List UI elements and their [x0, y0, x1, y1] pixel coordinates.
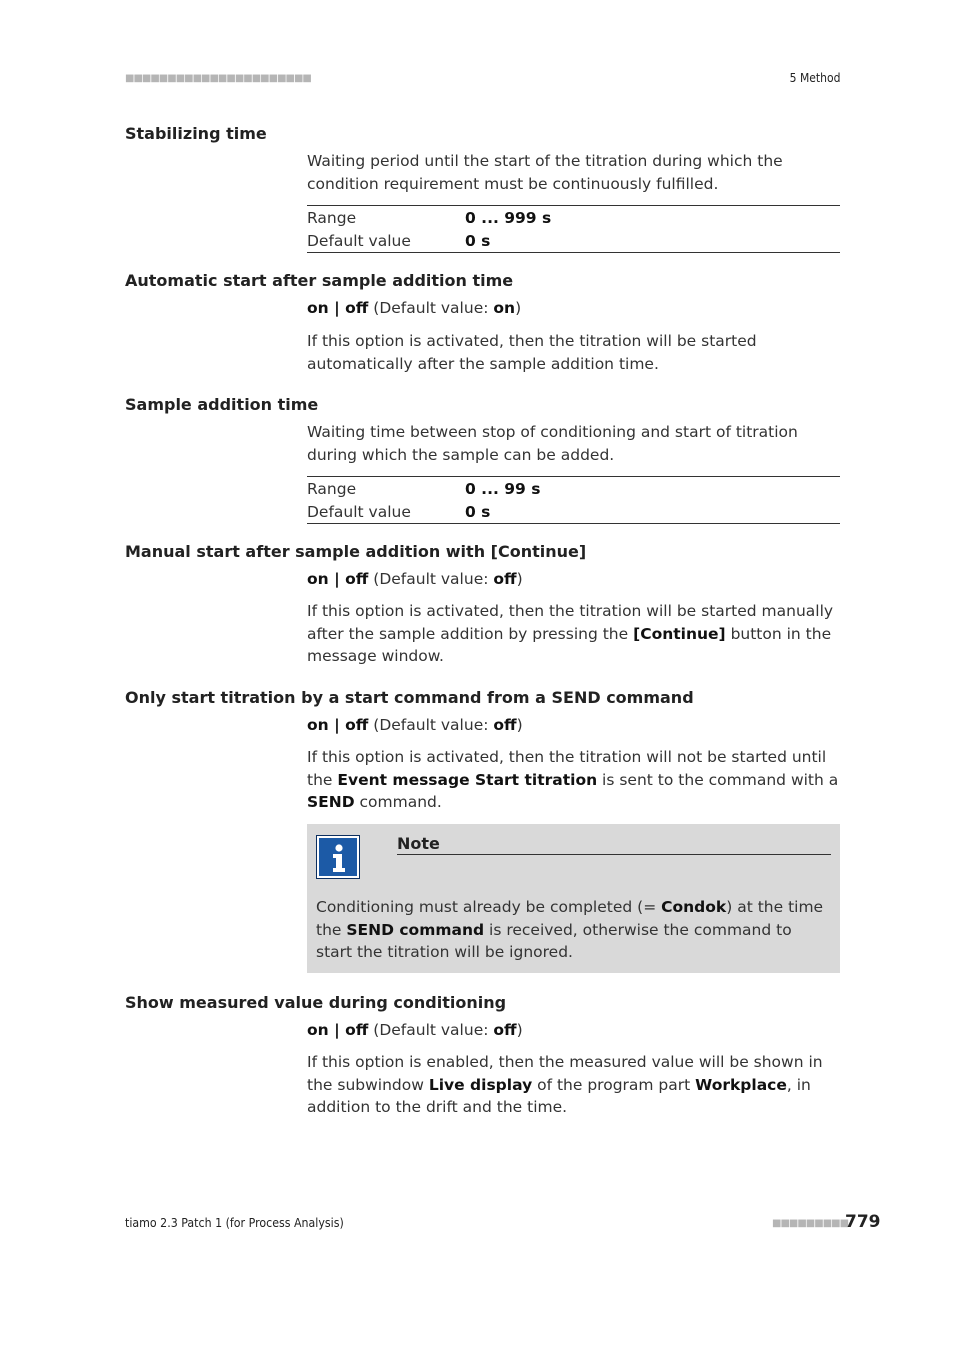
note-title: Note	[397, 834, 831, 855]
section-title-send-start: Only start titration by a start command from a SEND command	[125, 688, 694, 707]
default-prefix: (Default value:	[373, 299, 494, 317]
send-command-reference: SEND command	[346, 920, 485, 939]
default-suffix: )	[515, 299, 522, 317]
manual-start-description	[307, 600, 840, 668]
automatic-start-options	[307, 297, 840, 320]
on-off-options: on | off	[307, 1021, 369, 1039]
range-row	[307, 477, 840, 500]
send-start-options	[307, 714, 840, 737]
default-value: off	[493, 1021, 517, 1039]
default-row	[307, 500, 840, 523]
note-text-part: ) at the time the	[316, 898, 824, 939]
info-icon-glyph	[317, 836, 361, 880]
default-suffix: )	[516, 1021, 523, 1039]
footer-decoration: ■■■■■■■■■	[772, 1218, 849, 1229]
live-display-reference: Live display	[428, 1075, 533, 1094]
note-box	[307, 824, 840, 973]
send-start-description	[307, 746, 840, 814]
default-prefix: (Default value:	[373, 716, 494, 734]
section-title-show-measured-value: Show measured value during conditioning	[125, 993, 507, 1012]
range-value: 0 ... 99 s	[465, 479, 541, 498]
sample-addition-time-table	[307, 476, 840, 524]
sample-addition-time-description: Waiting time between stop of conditioning and start of titration during which the sample can be added.	[307, 423, 798, 464]
description-text: If this option is activated, then the titration will not be started until the	[307, 748, 827, 789]
description-text: button in the message window.	[307, 624, 832, 665]
default-value: off	[493, 570, 517, 588]
description-text: , in addition to the drift and the time.	[307, 1075, 811, 1116]
section-title-manual-start: Manual start after sample addition with [Continue]	[125, 542, 587, 561]
default-suffix: )	[516, 716, 523, 734]
description-text: of the program part	[532, 1075, 696, 1094]
header-decoration: ■■■■■■■■■■■■■■■■■■■■■■	[125, 73, 311, 84]
workplace-reference: Workplace	[695, 1075, 787, 1094]
description-text: is sent to the command with a	[597, 770, 839, 789]
page-number: 779	[845, 1212, 881, 1232]
condok-reference: Condok	[661, 898, 727, 916]
section-title-automatic-start: Automatic start after sample addition time	[125, 271, 514, 290]
show-measured-value-options	[307, 1019, 840, 1042]
default-prefix: (Default value:	[373, 570, 494, 588]
note-text	[316, 896, 831, 964]
default-row	[307, 229, 840, 252]
note-text-part: Conditioning must already be completed (=	[316, 898, 662, 916]
footer-product-name: tiamo 2.3 Patch 1 (for Process Analysis)	[125, 1216, 344, 1230]
default-prefix: (Default value:	[373, 1021, 494, 1039]
on-off-options: on | off	[307, 716, 369, 734]
show-measured-value-description	[307, 1051, 840, 1119]
default-label: Default value	[307, 502, 411, 521]
section-title-sample-addition-time: Sample addition time	[125, 395, 319, 414]
on-off-options: on | off	[307, 570, 369, 588]
continue-button-reference: [Continue]	[633, 624, 726, 643]
send-reference: SEND	[307, 793, 355, 811]
description-text: command.	[354, 793, 442, 811]
event-message-reference: Event message Start titration	[337, 770, 598, 789]
default-value: off	[493, 716, 517, 734]
range-label: Range	[307, 208, 357, 227]
info-icon	[316, 835, 360, 879]
section-title-stabilizing-time: Stabilizing time	[125, 124, 267, 143]
description-text: If this option is activated, then the titration will be started manually after the sample addition by pressing the	[307, 602, 834, 643]
on-off-options: on | off	[307, 299, 369, 317]
default-value: on	[493, 299, 516, 317]
default-value: 0 s	[465, 231, 491, 250]
default-value: 0 s	[465, 502, 491, 521]
description-text: If this option is enabled, then the measured value will be shown in the subwindow	[307, 1053, 823, 1094]
range-label: Range	[307, 479, 357, 498]
range-value: 0 ... 999 s	[465, 208, 552, 227]
stabilizing-time-table	[307, 205, 840, 253]
chapter-label: 5 Method	[789, 71, 840, 85]
default-suffix: )	[516, 570, 523, 588]
stabilizing-time-description: Waiting period until the start of the titration during which the condition requirement must be continuously fulfilled.	[307, 152, 783, 193]
note-text-part: is received, otherwise the command to start the titration will be ignored.	[316, 920, 792, 961]
range-row	[307, 206, 840, 229]
default-label: Default value	[307, 231, 411, 250]
automatic-start-description: If this option is activated, then the titration will be started automatically after the sample addition time.	[307, 332, 757, 373]
manual-start-options	[307, 568, 840, 591]
